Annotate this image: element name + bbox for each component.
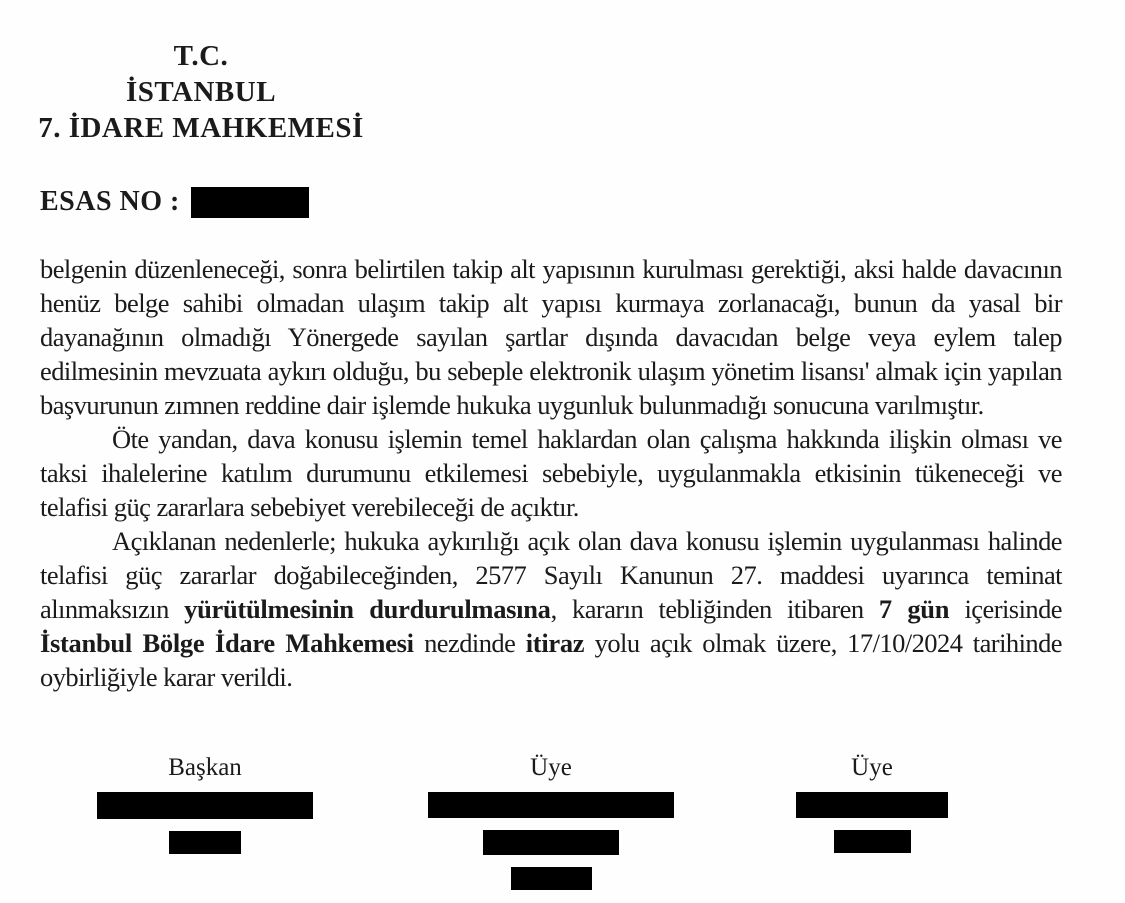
bold-text-segment: yürütülmesinin durdurulmasına xyxy=(184,594,551,624)
signature-redaction-bar xyxy=(511,867,592,890)
signature-column-3 xyxy=(727,753,1017,853)
paragraph-1 xyxy=(40,252,1062,422)
signature-role-label: Üye xyxy=(851,754,893,781)
header-court-name: 7. İDARE MAHKEMESİ xyxy=(38,112,364,144)
signature-role-label: Başkan xyxy=(168,754,242,781)
document-body xyxy=(40,252,1062,694)
bold-text-segment: itiraz xyxy=(525,628,585,658)
header-city: İSTANBUL xyxy=(125,76,277,108)
signature-column-2 xyxy=(405,753,697,890)
text-segment: belgenin düzenleneceği, sonra belirtilen takip alt yapısının kurulması gerektiği, aksi halde davacının henüz belge sahibi olmadan ulaşım takip alt yapısı kurmaya zorlanacağı, bunun da yasal bir dayanağının olmadığı Yönergede sayılan şartlar dışında davacıdan belge veya eylem talep edilmesinin mevzuata aykırı olduğu, bu sebeple elektronik ulaşım yönetim lisansı' almak için yapılan başvurunun zımnen reddine dair işlemde hukuka uygunluk bulunmadığı sonucuna varılmıştır. xyxy=(40,254,1062,420)
text-segment: , kararın tebliğinden itibaren xyxy=(550,594,879,624)
text-segment: nezdinde xyxy=(413,628,526,658)
text-segment: içerisinde xyxy=(949,594,1062,624)
bold-text-segment: 7 gün xyxy=(878,594,950,624)
signature-redaction-bar xyxy=(97,792,313,819)
court-header xyxy=(0,38,402,146)
signature-redaction-bar xyxy=(483,830,619,855)
signature-redaction-bar xyxy=(169,831,241,854)
signature-redaction-bar xyxy=(428,792,674,818)
header-country-abbr: T.C. xyxy=(173,40,229,72)
paragraph-3 xyxy=(40,524,1062,694)
text-segment: Öte yandan, dava konusu işlemin temel haklardan olan çalışma hakkında ilişkin olması ve taksi ihalelerine katılım durumunu etkilemesi sebebiyle, uygulanmakla etkisinin tükeneceği ve telafisi güç zararlara sebebiyet verebileceği de açıktır. xyxy=(40,424,1062,522)
signature-redaction-bar xyxy=(796,792,948,818)
signature-redaction-bar xyxy=(834,830,911,853)
bold-text-segment: İstanbul Bölge İdare Mahkemesi xyxy=(40,628,414,658)
signature-column-1 xyxy=(60,753,350,854)
text-segment: yolu açık olmak üzere, 17/10/2024 tarihinde oybirliğiyle karar verildi. xyxy=(40,628,1063,692)
text-segment: Açıklanan nedenlerle; hukuka aykırılığı açık olan dava konusu işlemin uygulanması halinde telafisi güç zararlar doğabileceğinden, 2577 Sayılı Kanunun 27. maddesi uyarınca teminat alınmaksızın xyxy=(40,526,1062,624)
case-number-redaction xyxy=(191,187,309,218)
signature-role-label: Üye xyxy=(530,754,572,781)
signature-row xyxy=(0,753,1125,903)
case-number-row xyxy=(40,186,309,218)
paragraph-2 xyxy=(40,422,1062,524)
case-number-label: ESAS NO : xyxy=(40,186,180,217)
